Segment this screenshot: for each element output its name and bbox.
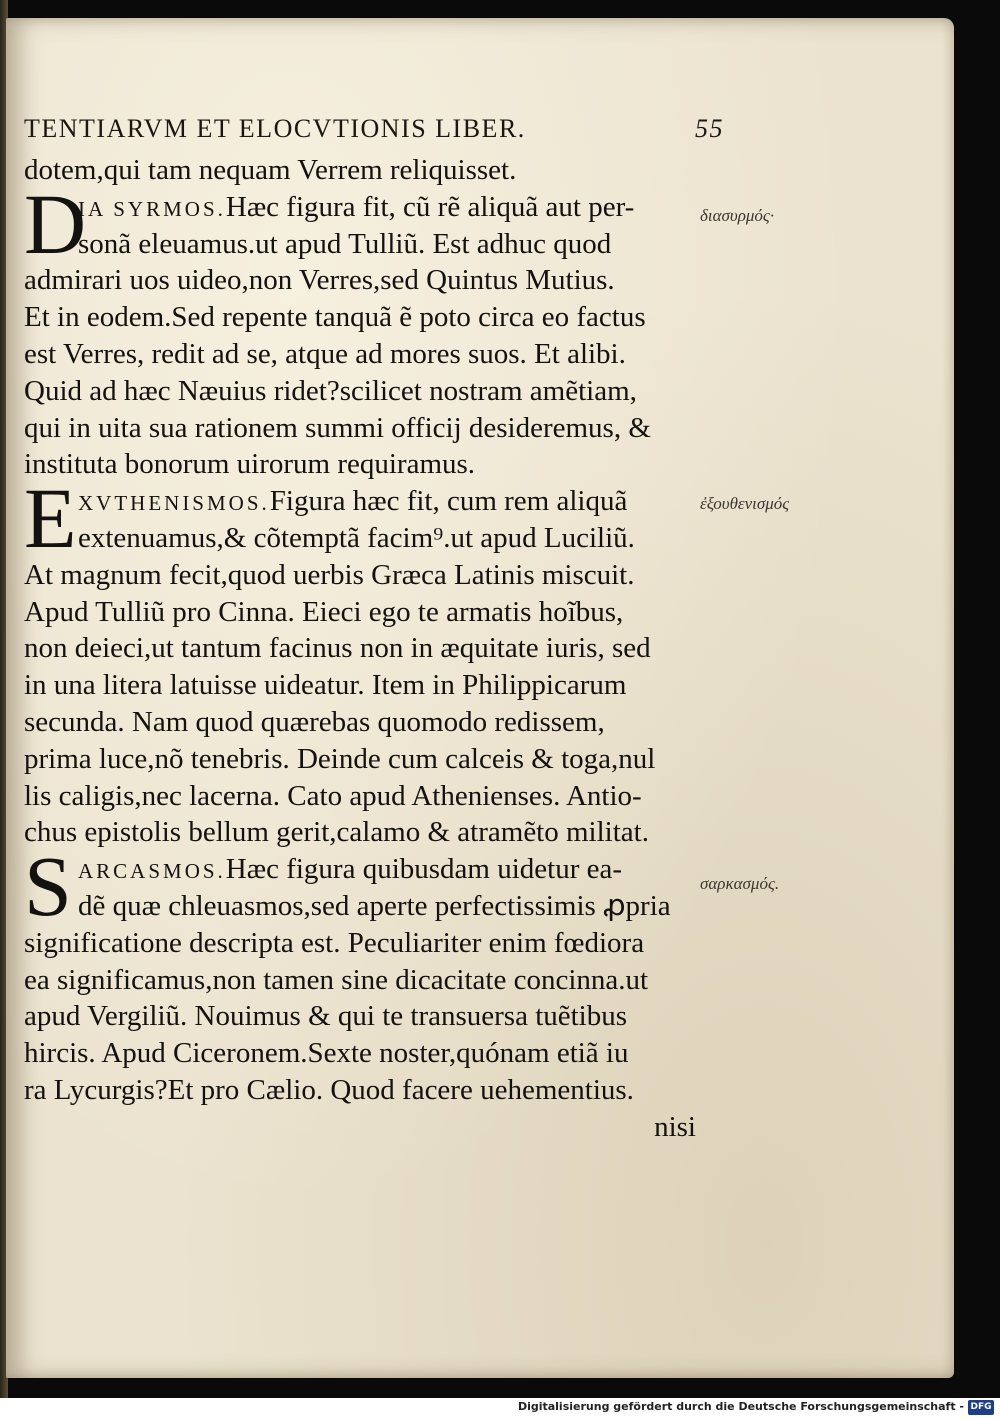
term-diasyrmos: IA SYRMOS. — [78, 196, 226, 221]
text-line: instituta bonorum uirorum requiramus. — [24, 448, 476, 481]
margin-note-diasyrmos: διασυρμός· — [700, 206, 775, 225]
text-line: apud Vergiliũ. Nouimus & qui te transuersa tuẽtibus — [24, 1000, 628, 1033]
text-line: dẽ quæ chleuasmos,sed aperte perfectissimis ꝓpria — [78, 889, 671, 922]
text-line: non deieci,ut tantum facinus non in æquitate iuris, sed — [24, 632, 651, 665]
term-sarcasmos: ARCASMOS. — [78, 859, 226, 884]
text-line: Quid ad hæc Næuius ridet?scilicet nostram amẽtiam, — [24, 374, 637, 407]
text-line: ea significamus,non tamen sine dicacitate concinna.ut — [24, 963, 649, 996]
term-exouthenismos: XVTHENISMOS. — [78, 491, 270, 516]
drop-cap-s: S — [24, 838, 72, 935]
text-line: chus epistolis bellum gerit,calamo & atramẽto militat. — [24, 816, 649, 849]
drop-cap-d: D — [24, 175, 87, 272]
text-line: sonã eleuamus.ut apud Tulliũ. Est adhuc quod — [78, 227, 612, 260]
digitization-note: Digitalisierung gefördert durch die Deutsche Forschungsgemeinschaft - — [517, 1400, 964, 1413]
text-line: dotem,qui tam nequam Verrem reliquisset. — [24, 154, 517, 186]
text-line: significatione descripta est. Peculiariter enim fœdiora — [24, 926, 645, 959]
text-line: in una litera latuisse uideatur. Item in Philippicarum — [24, 669, 627, 702]
body-text — [24, 152, 704, 1146]
text-line: Figura hæc fit, cum rem aliquã — [269, 485, 628, 518]
text-line: extenuamus,& cõtemptã facim⁹.ut apud Luciliũ. — [78, 521, 635, 554]
text-line: Hæc figura quibusdam uidetur ea- — [225, 853, 623, 886]
running-title: TENTIARVM ET ELOCVTIONIS LIBER. — [24, 114, 526, 143]
footer-bar — [0, 1398, 1000, 1419]
text-line: prima luce,nõ tenebris. Deinde cum calceis & toga,nul — [24, 742, 656, 775]
margin-note-sarcasmos: σαρκασμός. — [700, 874, 780, 893]
text-line: secunda. Nam quod quærebas quomodo redissem, — [24, 705, 605, 738]
text-line: At magnum fecit,quod uerbis Græca Latinis miscuit. — [24, 558, 635, 591]
text-line: lis caligis,nec lacerna. Cato apud Athenienses. Antio- — [24, 779, 642, 812]
text-line: Et in eodem.Sed repente tanquã ẽ poto circa eo factus — [24, 301, 646, 334]
drop-cap-e: E — [24, 470, 77, 567]
page-number: 55 — [695, 114, 724, 143]
text-line: admirari uos uideo,non Verres,sed Quintus Mutius. — [24, 264, 615, 297]
text-line: hircis. Apud Ciceronem.Sexte noster,quónam etiã iu — [24, 1037, 629, 1070]
running-header — [24, 114, 724, 144]
text-line: Hæc figura fit, cũ rẽ aliquã aut per- — [225, 190, 635, 223]
text-line: Apud Tulliũ pro Cinna. Eieci ego te armatis hoĩbus, — [24, 595, 624, 628]
text-line: qui in uita sua rationem summi officij desideremus, & — [24, 411, 651, 444]
text-line: ra Lycurgis?Et pro Cælio. Quod facere uehementius. — [24, 1073, 634, 1106]
catchword: nisi — [654, 1110, 696, 1143]
margin-note-exouthenismos: ἐξουθενισμός — [700, 494, 790, 513]
dfg-logo-icon: DFG — [968, 1400, 994, 1415]
text-line: est Verres, redit ad se, atque ad mores suos. Et alibi. — [24, 337, 626, 370]
